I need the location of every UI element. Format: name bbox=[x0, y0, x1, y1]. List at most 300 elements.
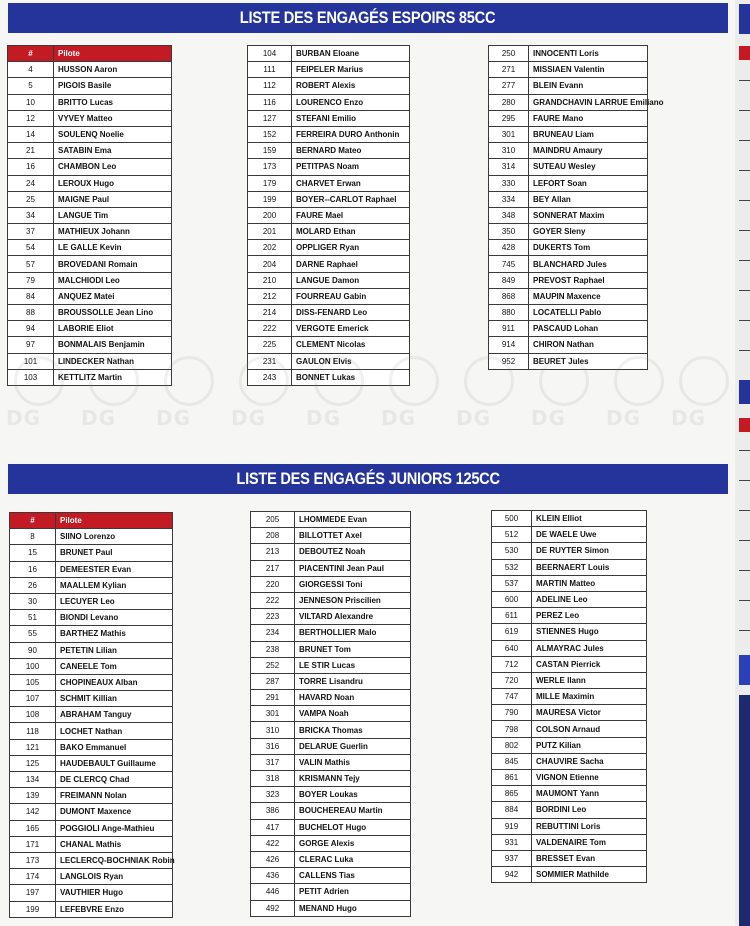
rider-name: PREVOST Raphael bbox=[529, 272, 648, 288]
table-row bbox=[489, 321, 648, 337]
table-row bbox=[492, 591, 647, 607]
table-row bbox=[10, 755, 173, 771]
table-row bbox=[489, 256, 648, 272]
rider-name: HAUDEBAULT Guillaume bbox=[56, 755, 173, 771]
rider-name: DUKERTS Tom bbox=[529, 240, 648, 256]
rider-number: 712 bbox=[492, 656, 532, 672]
rider-name: COLSON Arnaud bbox=[532, 721, 647, 737]
rider-name: REBUTTINI Loris bbox=[532, 818, 647, 834]
table-row bbox=[10, 593, 173, 609]
table-row bbox=[10, 820, 173, 836]
rider-number: 112 bbox=[248, 78, 292, 94]
table-row bbox=[251, 884, 411, 900]
rider-number: 880 bbox=[489, 305, 529, 321]
rider-number: 310 bbox=[251, 722, 295, 738]
section-title: LISTE DES ENGAGÉS JUNIORS 125CC bbox=[236, 469, 500, 488]
rider-number: 104 bbox=[248, 46, 292, 62]
table-row bbox=[8, 305, 172, 321]
rider-name: BOYER--CARLOT Raphael bbox=[292, 191, 410, 207]
rider-number: 316 bbox=[251, 738, 295, 754]
rider-name: GRANDCHAVIN LARRUE Emiliano bbox=[529, 94, 648, 110]
rider-name: SOULENQ Noelie bbox=[54, 126, 172, 142]
rider-number: 152 bbox=[248, 126, 292, 142]
rider-number: 159 bbox=[248, 143, 292, 159]
table-row bbox=[248, 110, 410, 126]
table-row bbox=[8, 191, 172, 207]
table-row bbox=[248, 191, 410, 207]
rider-number: 530 bbox=[492, 543, 532, 559]
rider-number: 174 bbox=[10, 869, 56, 885]
table-row bbox=[10, 739, 173, 755]
rider-number: 90 bbox=[10, 642, 56, 658]
rider-number: 121 bbox=[10, 739, 56, 755]
table-row bbox=[489, 337, 648, 353]
rider-number: 323 bbox=[251, 787, 295, 803]
rider-name: LABORIE Eliot bbox=[54, 321, 172, 337]
rider-number: 55 bbox=[10, 626, 56, 642]
table-row bbox=[251, 706, 411, 722]
rider-name: SUTEAU Wesley bbox=[529, 159, 648, 175]
table-row bbox=[10, 836, 173, 852]
rider-number: 173 bbox=[248, 159, 292, 175]
table-row bbox=[10, 561, 173, 577]
table-row bbox=[489, 288, 648, 304]
rider-name: WERLE Ilann bbox=[532, 672, 647, 688]
rider-number: 334 bbox=[489, 191, 529, 207]
table-row bbox=[8, 321, 172, 337]
rider-number: 914 bbox=[489, 337, 529, 353]
rider-number: 97 bbox=[8, 337, 54, 353]
rider-number: 213 bbox=[251, 544, 295, 560]
table-row bbox=[248, 337, 410, 353]
rider-number: 127 bbox=[248, 110, 292, 126]
table-row bbox=[492, 867, 647, 883]
rider-name: BARTHEZ Mathis bbox=[56, 626, 173, 642]
rider-number: 165 bbox=[10, 820, 56, 836]
table-row bbox=[251, 819, 411, 835]
table-row bbox=[248, 288, 410, 304]
rider-name: SONNERAT Maxim bbox=[529, 207, 648, 223]
table-row bbox=[492, 689, 647, 705]
rider-name: MAALLEM Kylian bbox=[56, 577, 173, 593]
rider-name: LINDECKER Nathan bbox=[54, 353, 172, 369]
rider-name: STIENNES Hugo bbox=[532, 624, 647, 640]
rider-number: 532 bbox=[492, 559, 532, 575]
section-banner-espoirs bbox=[8, 3, 728, 33]
table-row bbox=[8, 240, 172, 256]
table-row bbox=[251, 851, 411, 867]
rider-name: DEBOUTEZ Noah bbox=[295, 544, 411, 560]
table-row bbox=[8, 256, 172, 272]
rider-number: 640 bbox=[492, 640, 532, 656]
table-row bbox=[251, 900, 411, 916]
entries-table-espoirs-col3 bbox=[488, 45, 664, 370]
table-row bbox=[251, 625, 411, 641]
rider-number: 512 bbox=[492, 527, 532, 543]
rider-name: DEMEESTER Evan bbox=[56, 561, 173, 577]
rider-number: 105 bbox=[10, 674, 56, 690]
table-row bbox=[8, 175, 172, 191]
rider-number: 537 bbox=[492, 575, 532, 591]
rider-number: 868 bbox=[489, 288, 529, 304]
rider-number: 212 bbox=[248, 288, 292, 304]
rider-number: 16 bbox=[8, 159, 54, 175]
table-row bbox=[489, 175, 648, 191]
table-row bbox=[10, 626, 173, 642]
pilot-header: Pilote bbox=[56, 513, 173, 529]
rider-number: 21 bbox=[8, 143, 54, 159]
entries-table-espoirs-col2 bbox=[247, 45, 410, 386]
rider-name: BONNET Lukas bbox=[292, 369, 410, 385]
table-row bbox=[492, 608, 647, 624]
watermark-logo: DG bbox=[665, 354, 735, 434]
rider-number: 330 bbox=[489, 175, 529, 191]
rider-number: 845 bbox=[492, 753, 532, 769]
table-row bbox=[492, 543, 647, 559]
rider-number: 318 bbox=[251, 771, 295, 787]
rider-number: 790 bbox=[492, 705, 532, 721]
rider-name: PASCAUD Lohan bbox=[529, 321, 648, 337]
rider-name: MARTIN Matteo bbox=[532, 575, 647, 591]
rider-number: 301 bbox=[489, 126, 529, 142]
rider-name: MAUMONT Yann bbox=[532, 786, 647, 802]
rider-number: 214 bbox=[248, 305, 292, 321]
table-row bbox=[248, 62, 410, 78]
rider-name: ALMAYRAC Jules bbox=[532, 640, 647, 656]
table-row bbox=[248, 94, 410, 110]
rider-name: BRESSET Evan bbox=[532, 850, 647, 866]
rider-name: CHOPINEAUX Alban bbox=[56, 674, 173, 690]
table-row bbox=[492, 786, 647, 802]
table-row bbox=[248, 126, 410, 142]
rider-name: LE GALLE Kevin bbox=[54, 240, 172, 256]
table-row bbox=[248, 46, 410, 62]
table-row bbox=[492, 640, 647, 656]
rider-name: BIONDI Levano bbox=[56, 610, 173, 626]
rider-name: BLANCHARD Jules bbox=[529, 256, 648, 272]
rider-name: MAUPIN Maxence bbox=[529, 288, 648, 304]
rider-name: MISSIAEN Valentin bbox=[529, 62, 648, 78]
rider-name: MATHIEUX Johann bbox=[54, 224, 172, 240]
watermark-logo: DG bbox=[0, 354, 70, 434]
entries-table-juniors-col2 bbox=[250, 511, 411, 917]
rider-name: MAINDRU Amaury bbox=[529, 143, 648, 159]
rider-name: SCHMIT Killian bbox=[56, 691, 173, 707]
table-row bbox=[251, 560, 411, 576]
rider-number: 217 bbox=[251, 560, 295, 576]
table-row bbox=[248, 240, 410, 256]
rider-number: 301 bbox=[251, 706, 295, 722]
table-row bbox=[492, 559, 647, 575]
table-row bbox=[8, 159, 172, 175]
table-row bbox=[489, 240, 648, 256]
table-row bbox=[8, 288, 172, 304]
rider-number: 911 bbox=[489, 321, 529, 337]
rider-name: MAIGNE Paul bbox=[54, 191, 172, 207]
rider-number: 204 bbox=[248, 256, 292, 272]
rider-name: INNOCENTI Loris bbox=[529, 46, 648, 62]
rider-name: LEROUX Hugo bbox=[54, 175, 172, 191]
table-row bbox=[248, 175, 410, 191]
watermark-logo: DG bbox=[375, 354, 445, 434]
rider-number: 139 bbox=[10, 788, 56, 804]
table-row bbox=[492, 850, 647, 866]
rider-name: BORDINI Leo bbox=[532, 802, 647, 818]
table-row bbox=[248, 224, 410, 240]
table-row bbox=[492, 511, 647, 527]
watermark-logo: DG bbox=[525, 354, 595, 434]
rider-name: CLEMENT Nicolas bbox=[292, 337, 410, 353]
rider-name: PETIT Adrien bbox=[295, 884, 411, 900]
rider-name: MOLARD Ethan bbox=[292, 224, 410, 240]
table-row bbox=[492, 624, 647, 640]
table-row bbox=[10, 788, 173, 804]
rider-name: BAKO Emmanuel bbox=[56, 739, 173, 755]
rider-number: 88 bbox=[8, 305, 54, 321]
rider-number: 51 bbox=[10, 610, 56, 626]
rider-number: 919 bbox=[492, 818, 532, 834]
rider-number: 15 bbox=[10, 545, 56, 561]
table-row bbox=[10, 577, 173, 593]
table-row bbox=[492, 575, 647, 591]
rider-name: BEY Allan bbox=[529, 191, 648, 207]
rider-name: VYVEY Matteo bbox=[54, 110, 172, 126]
rider-number: 142 bbox=[10, 804, 56, 820]
rider-name: CHARVET Erwan bbox=[292, 175, 410, 191]
adjacent-page-edge bbox=[735, 0, 750, 926]
rider-name: LOCHET Nathan bbox=[56, 723, 173, 739]
table-row bbox=[248, 78, 410, 94]
table-row bbox=[251, 592, 411, 608]
table-row bbox=[489, 353, 648, 369]
rider-number: 231 bbox=[248, 353, 292, 369]
rider-number: 611 bbox=[492, 608, 532, 624]
table-row bbox=[489, 78, 648, 94]
table-row bbox=[10, 804, 173, 820]
rider-number: 295 bbox=[489, 110, 529, 126]
table-row bbox=[251, 609, 411, 625]
rider-number: 101 bbox=[8, 353, 54, 369]
rider-name: LOCATELLI Pablo bbox=[529, 305, 648, 321]
watermark-logo: DG bbox=[300, 354, 370, 434]
rider-number: 94 bbox=[8, 321, 54, 337]
rider-number: 802 bbox=[492, 737, 532, 753]
rider-name: LANGUE Damon bbox=[292, 272, 410, 288]
table-row bbox=[10, 658, 173, 674]
rider-name: DE RUYTER Simon bbox=[532, 543, 647, 559]
table-row bbox=[489, 110, 648, 126]
rider-name: BEURET Jules bbox=[529, 353, 648, 369]
rider-number: 436 bbox=[251, 868, 295, 884]
rider-number: 201 bbox=[248, 224, 292, 240]
entries-table-juniors-col1 bbox=[9, 512, 173, 918]
rider-name: BILLOTTET Axel bbox=[295, 528, 411, 544]
rider-number: 199 bbox=[10, 901, 56, 917]
rider-name: SIINO Lorenzo bbox=[56, 529, 173, 545]
rider-number: 179 bbox=[248, 175, 292, 191]
table-row bbox=[10, 691, 173, 707]
rider-name: VAUTHIER Hugo bbox=[56, 885, 173, 901]
rider-name: VALDENAIRE Tom bbox=[532, 834, 647, 850]
rider-number: 202 bbox=[248, 240, 292, 256]
rider-name: LEFORT Soan bbox=[529, 175, 648, 191]
rider-number: 280 bbox=[489, 94, 529, 110]
rider-number: 14 bbox=[8, 126, 54, 142]
table-row bbox=[248, 305, 410, 321]
rider-name: MILLE Maximin bbox=[532, 689, 647, 705]
rider-number: 205 bbox=[251, 512, 295, 528]
rider-name: LANGUE Tim bbox=[54, 207, 172, 223]
table-row bbox=[492, 721, 647, 737]
table-row bbox=[489, 207, 648, 223]
rider-name: DE CLERCQ Chad bbox=[56, 772, 173, 788]
watermark-logo: DG bbox=[600, 354, 670, 434]
number-header: # bbox=[8, 46, 54, 62]
rider-number: 243 bbox=[248, 369, 292, 385]
rider-name: JENNESON Priscilien bbox=[295, 592, 411, 608]
rider-name: CHIRON Nathan bbox=[529, 337, 648, 353]
rider-number: 103 bbox=[8, 369, 54, 385]
rider-name: VAMPA Noah bbox=[295, 706, 411, 722]
rider-number: 619 bbox=[492, 624, 532, 640]
rider-name: POGGIOLI Ange-Mathieu bbox=[56, 820, 173, 836]
rider-number: 745 bbox=[489, 256, 529, 272]
table-row bbox=[492, 672, 647, 688]
rider-number: 865 bbox=[492, 786, 532, 802]
rider-number: 428 bbox=[489, 240, 529, 256]
table-row bbox=[251, 657, 411, 673]
rider-number: 24 bbox=[8, 175, 54, 191]
rider-number: 125 bbox=[10, 755, 56, 771]
table-row bbox=[10, 610, 173, 626]
rider-name: GORGE Alexis bbox=[295, 835, 411, 851]
rider-name: PETETIN Lilian bbox=[56, 642, 173, 658]
table-row bbox=[489, 94, 648, 110]
rider-number: 116 bbox=[248, 94, 292, 110]
section-title: LISTE DES ENGAGÉS ESPOIRS 85CC bbox=[240, 8, 496, 27]
rider-number: 314 bbox=[489, 159, 529, 175]
table-row bbox=[489, 159, 648, 175]
rider-name: DISS-FENARD Leo bbox=[292, 305, 410, 321]
rider-name: BONMALAIS Benjamin bbox=[54, 337, 172, 353]
rider-name: DARNE Raphael bbox=[292, 256, 410, 272]
table-row bbox=[251, 690, 411, 706]
rider-number: 271 bbox=[489, 62, 529, 78]
table-row bbox=[492, 656, 647, 672]
pilot-header: Pilote bbox=[54, 46, 172, 62]
rider-number: 54 bbox=[8, 240, 54, 256]
rider-name: BLEIN Evann bbox=[529, 78, 648, 94]
rider-number: 107 bbox=[10, 691, 56, 707]
rider-name: FREIMANN Nolan bbox=[56, 788, 173, 804]
table-row bbox=[10, 901, 173, 917]
rider-name: CHAMBON Leo bbox=[54, 159, 172, 175]
rider-number: 37 bbox=[8, 224, 54, 240]
rider-name: BRUNEAU Liam bbox=[529, 126, 648, 142]
rider-number: 287 bbox=[251, 673, 295, 689]
rider-number: 222 bbox=[251, 592, 295, 608]
table-row bbox=[492, 737, 647, 753]
rider-number: 222 bbox=[248, 321, 292, 337]
table-row bbox=[251, 868, 411, 884]
rider-name: BERTHOLLIER Malo bbox=[295, 625, 411, 641]
table-row bbox=[251, 512, 411, 528]
section-banner-juniors bbox=[8, 464, 728, 494]
rider-number: 8 bbox=[10, 529, 56, 545]
rider-name: DELARUE Guerlin bbox=[295, 738, 411, 754]
table-row bbox=[8, 62, 172, 78]
rider-number: 25 bbox=[8, 191, 54, 207]
entries-table-espoirs-col1 bbox=[7, 45, 172, 386]
rider-name: BOUCHEREAU Martin bbox=[295, 803, 411, 819]
table-row bbox=[248, 321, 410, 337]
rider-number: 199 bbox=[248, 191, 292, 207]
rider-name: ANQUEZ Matei bbox=[54, 288, 172, 304]
rider-name: CHANAL Mathis bbox=[56, 836, 173, 852]
rider-number: 79 bbox=[8, 272, 54, 288]
rider-name: BEERNAERT Louis bbox=[532, 559, 647, 575]
table-row bbox=[492, 834, 647, 850]
table-row bbox=[251, 576, 411, 592]
rider-number: 492 bbox=[251, 900, 295, 916]
rider-name: FAURE Mano bbox=[529, 110, 648, 126]
watermark-logo: DG bbox=[150, 354, 220, 434]
table-row bbox=[489, 224, 648, 240]
rider-number: 417 bbox=[251, 819, 295, 835]
table-row bbox=[251, 771, 411, 787]
rider-number: 422 bbox=[251, 835, 295, 851]
rider-number: 386 bbox=[251, 803, 295, 819]
table-row bbox=[10, 869, 173, 885]
rider-name: LECLERCQ-BOCHNIAK Robin bbox=[56, 852, 173, 868]
rider-number: 310 bbox=[489, 143, 529, 159]
rider-name: SATABIN Ema bbox=[54, 143, 172, 159]
rider-number: 937 bbox=[492, 850, 532, 866]
table-header bbox=[8, 46, 172, 62]
rider-name: PIGOIS Basile bbox=[54, 78, 172, 94]
rider-number: 250 bbox=[489, 46, 529, 62]
rider-number: 849 bbox=[489, 272, 529, 288]
table-row bbox=[489, 62, 648, 78]
table-row bbox=[251, 835, 411, 851]
rider-number: 197 bbox=[10, 885, 56, 901]
rider-number: 223 bbox=[251, 609, 295, 625]
rider-name: MENAND Hugo bbox=[295, 900, 411, 916]
rider-name: CHAUVIRE Sacha bbox=[532, 753, 647, 769]
table-row bbox=[251, 544, 411, 560]
number-header: # bbox=[10, 513, 56, 529]
table-row bbox=[8, 369, 172, 385]
rider-number: 26 bbox=[10, 577, 56, 593]
rider-number: 500 bbox=[492, 511, 532, 527]
rider-number: 134 bbox=[10, 772, 56, 788]
rider-name: BURBAN Eloane bbox=[292, 46, 410, 62]
rider-number: 861 bbox=[492, 770, 532, 786]
table-row bbox=[248, 369, 410, 385]
rider-name: BRUNET Paul bbox=[56, 545, 173, 561]
rider-number: 10 bbox=[8, 94, 54, 110]
table-row bbox=[248, 159, 410, 175]
rider-name: BOYER Loukas bbox=[295, 787, 411, 803]
table-row bbox=[10, 723, 173, 739]
rider-number: 220 bbox=[251, 576, 295, 592]
table-row bbox=[10, 852, 173, 868]
table-row bbox=[8, 78, 172, 94]
table-row bbox=[8, 110, 172, 126]
rider-name: ROBERT Alexis bbox=[292, 78, 410, 94]
rider-number: 225 bbox=[248, 337, 292, 353]
rider-name: BRICKA Thomas bbox=[295, 722, 411, 738]
